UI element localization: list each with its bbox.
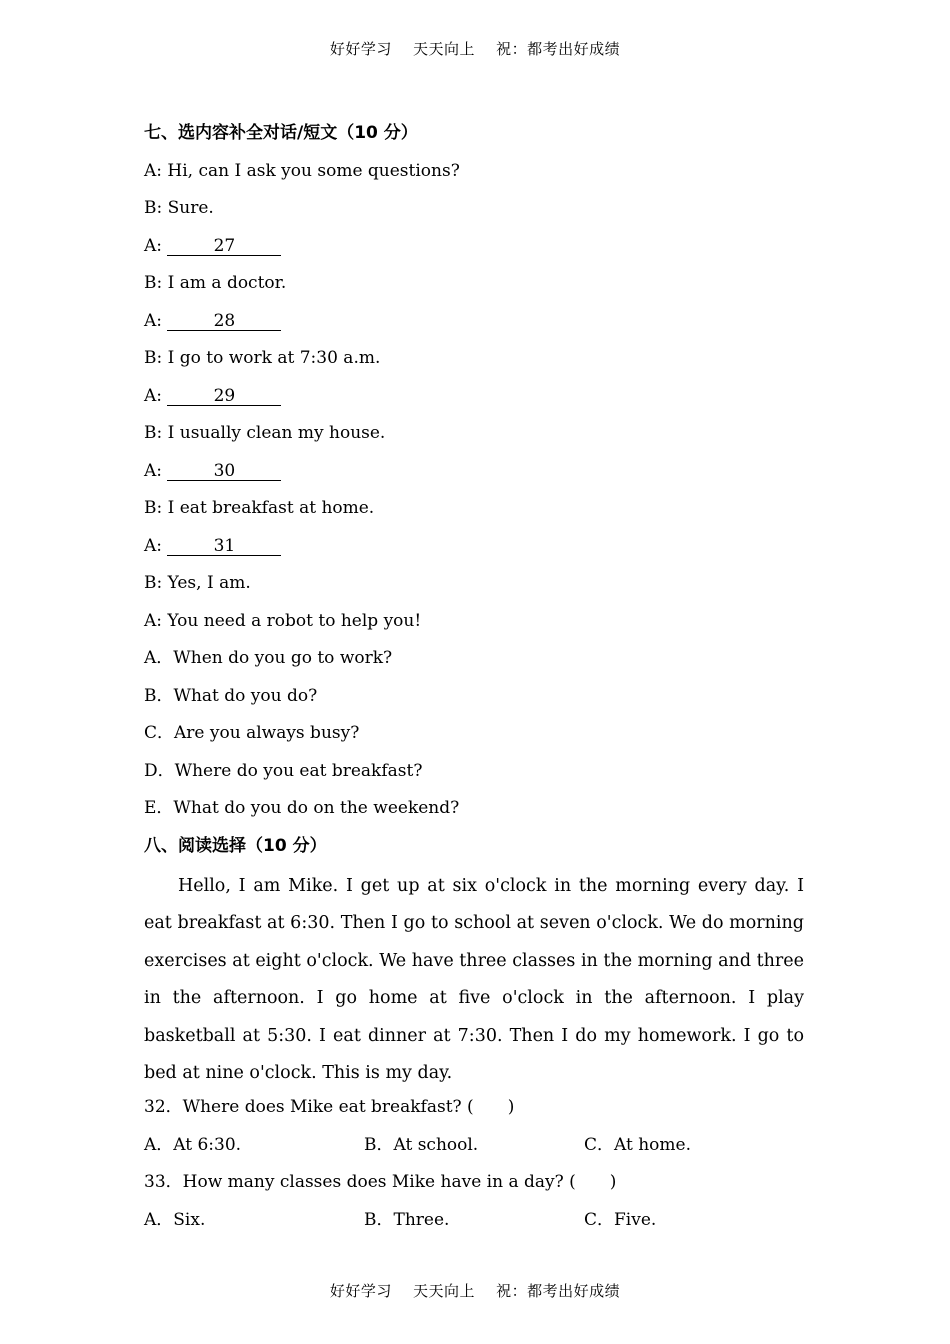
- dialogue-line: [144, 381, 804, 419]
- blank-number: 27: [213, 235, 236, 256]
- answer-blank-30[interactable]: [167, 462, 281, 481]
- option-d: D．Where do you eat breakfast?: [144, 760, 423, 781]
- speaker-label: A:: [144, 160, 168, 181]
- dialogue-line: [144, 493, 804, 531]
- dialogue-line: [144, 343, 804, 381]
- page-footer: 好好学习 天天向上 祝：都考出好成绩: [329, 1282, 621, 1300]
- option-e: E．What do you do on the weekend?: [144, 798, 460, 818]
- speaker-label: A:: [144, 385, 168, 406]
- dialogue-line: [144, 193, 804, 231]
- dialogue-line: [144, 531, 804, 569]
- choice-c[interactable]: C．Five.: [584, 1209, 657, 1230]
- dialogue-line: [144, 418, 804, 456]
- option-list: [144, 643, 804, 831]
- question-33: 33．How many classes does Mike have in a day? ( ): [144, 1172, 617, 1193]
- speaker-label: B:: [144, 423, 168, 443]
- page-header: 好好学习 天天向上 祝：都考出好成绩: [329, 40, 621, 58]
- dialogue: [144, 156, 804, 644]
- choice-a[interactable]: A．At 6:30.: [144, 1134, 242, 1155]
- speaker-label: B:: [144, 273, 168, 293]
- speaker-label: B:: [144, 348, 168, 368]
- page-content: [144, 118, 804, 1242]
- speaker-label: A:: [144, 310, 168, 331]
- choice-a[interactable]: A．Six.: [144, 1209, 206, 1230]
- reading-passage: Hello, I am Mike. I get up at six o'clock in the morning every day. I eat breakfast at 6:30. Then I go to school at seven o'clock. We do morning exercises at eight o'clock. We have three classes in the morning and three in the afternoon. I go home at five o'clock in the afternoon. I play basketball at 5:30. I eat dinner at 7:30. Then I do my homework. I go to bed at nine o'clock. This is my day.: [144, 876, 804, 1084]
- section-7-title: 七、选内容补全对话/短文（10 分）: [144, 123, 418, 143]
- question-32-choices: [144, 1130, 804, 1168]
- option-c: C．Are you always busy?: [144, 723, 360, 743]
- speaker-label: A:: [144, 535, 168, 556]
- section-8-title: 八、阅读选择（10 分）: [144, 835, 327, 856]
- dialogue-line: [144, 606, 804, 644]
- dialogue-text: Yes, I am.: [167, 573, 251, 593]
- question-33-choices: [144, 1205, 804, 1243]
- dialogue-text: I go to work at 7:30 a.m.: [167, 348, 381, 368]
- dialogue-text: Hi, can I ask you some questions?: [167, 160, 460, 181]
- speaker-label: A:: [144, 610, 168, 631]
- choice-b[interactable]: B．Three.: [364, 1209, 450, 1230]
- dialogue-text: I usually clean my house.: [167, 423, 386, 443]
- dialogue-line: [144, 456, 804, 494]
- answer-blank-31[interactable]: [167, 537, 281, 556]
- choice-b[interactable]: B．At school.: [364, 1134, 479, 1155]
- answer-blank-28[interactable]: [167, 312, 281, 331]
- dialogue-text: I eat breakfast at home.: [167, 498, 375, 518]
- blank-number: 31: [213, 535, 236, 556]
- question-32: 32．Where does Mike eat breakfast? ( ): [144, 1097, 515, 1118]
- option-b: B．What do you do?: [144, 685, 318, 706]
- dialogue-line: [144, 268, 804, 306]
- dialogue-line: [144, 568, 804, 606]
- blank-number: 30: [213, 460, 236, 481]
- dialogue-text: I am a doctor.: [167, 273, 287, 293]
- speaker-label: A:: [144, 460, 168, 481]
- speaker-label: B:: [144, 573, 168, 593]
- blank-number: 28: [213, 310, 236, 331]
- answer-blank-29[interactable]: [167, 387, 281, 406]
- dialogue-line: [144, 306, 804, 344]
- choice-c[interactable]: C．At home.: [584, 1134, 691, 1155]
- blank-number: 29: [213, 385, 236, 406]
- dialogue-text: Sure.: [167, 198, 214, 218]
- answer-blank-27[interactable]: [167, 237, 281, 256]
- dialogue-line: [144, 231, 804, 269]
- dialogue-text: You need a robot to help you!: [167, 610, 422, 631]
- speaker-label: B:: [144, 198, 168, 218]
- speaker-label: A:: [144, 235, 168, 256]
- option-a: A．When do you go to work?: [144, 648, 393, 668]
- dialogue-line: [144, 156, 804, 194]
- speaker-label: B:: [144, 498, 168, 518]
